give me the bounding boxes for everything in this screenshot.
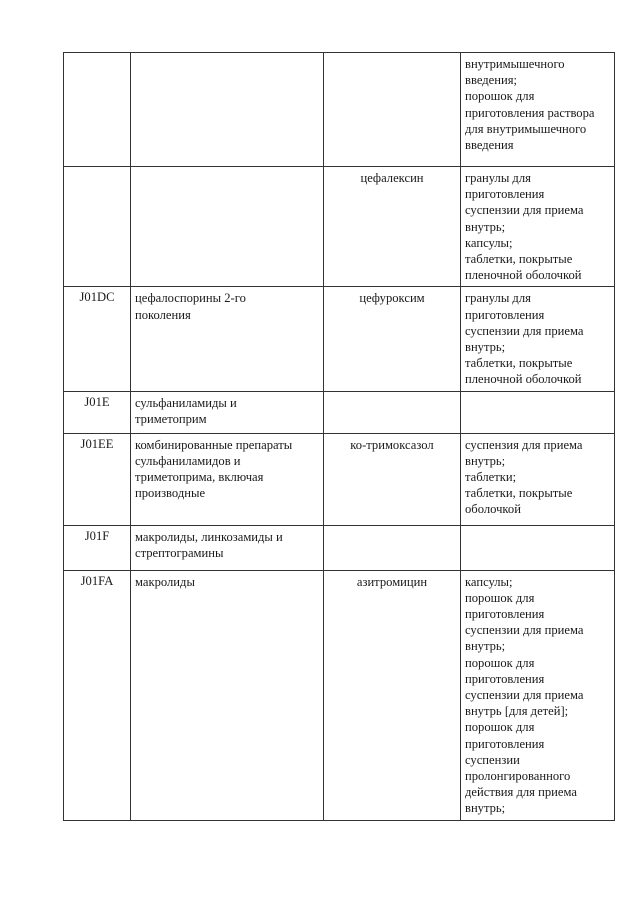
forms-line: оболочкой: [465, 502, 521, 517]
group-line: сульфаниламидов и: [135, 453, 241, 468]
forms-line: порошок для: [465, 720, 535, 735]
forms-line: внутрь;: [465, 639, 506, 654]
table-row: [64, 167, 615, 287]
forms-line: внутримышечного: [465, 57, 565, 71]
dosage-forms-cell: [461, 287, 615, 391]
group-line: стрептограмины: [135, 545, 224, 560]
atc-code-cell: J01F: [64, 525, 131, 570]
group-line: макролиды, линкозамиды и: [135, 529, 283, 544]
group-line: сульфаниламиды и: [135, 395, 237, 410]
group-name-cell: [131, 433, 324, 525]
forms-line: приготовления: [465, 607, 545, 622]
group-line: поколения: [135, 307, 191, 322]
atc-code-cell: J01DC: [64, 287, 131, 391]
table-row: [64, 433, 615, 525]
dosage-forms-cell: [461, 391, 615, 433]
atc-code-cell: [64, 53, 131, 167]
drug-name-cell: цефуроксим: [324, 287, 461, 391]
forms-line: суспензии: [465, 752, 520, 767]
forms-line: суспензии для приема: [465, 688, 584, 703]
forms-line: суспензии для приема: [465, 203, 584, 218]
group-name-cell: [131, 167, 324, 287]
group-name-cell: [131, 391, 324, 433]
table-body: [64, 53, 615, 821]
forms-line: внутрь;: [465, 453, 506, 468]
group-line: комбинированные препараты: [135, 437, 293, 452]
forms-line: суспензии для приема: [465, 323, 584, 338]
dosage-forms-cell: [461, 53, 615, 167]
forms-line: капсулы;: [465, 235, 513, 250]
forms-line: таблетки, покрытые: [465, 252, 573, 267]
atc-code-cell: J01EE: [64, 433, 131, 525]
table-row: [64, 287, 615, 391]
dosage-forms-cell: [461, 570, 615, 820]
forms-line: введения: [465, 138, 514, 153]
group-name-cell: [131, 53, 324, 167]
forms-line: введения;: [465, 73, 518, 88]
forms-line: суспензия для приема: [465, 437, 583, 452]
table-row: [64, 391, 615, 433]
forms-line: приготовления: [465, 187, 545, 202]
drug-name-cell: [324, 53, 461, 167]
forms-line: гранулы для: [465, 291, 531, 306]
atc-code-cell: J01E: [64, 391, 131, 433]
drug-name-cell: [324, 391, 461, 433]
table-row: [64, 525, 615, 570]
table-row: [64, 570, 615, 820]
forms-line: порошок для: [465, 590, 535, 605]
group-name-cell: [131, 570, 324, 820]
forms-line: внутрь;: [465, 340, 506, 355]
group-line: макролиды: [135, 574, 195, 589]
drug-name-cell: азитромицин: [324, 570, 461, 820]
forms-line: пленочной оболочкой: [465, 372, 582, 387]
atc-code-cell: [64, 167, 131, 287]
group-name-cell: [131, 525, 324, 570]
drug-name-cell: цефалексин: [324, 167, 461, 287]
drug-name-cell: ко-тримоксазол: [324, 433, 461, 525]
forms-line: гранулы для: [465, 171, 531, 185]
forms-line: для внутримышечного: [465, 121, 587, 136]
forms-line: суспензии для приема: [465, 623, 584, 638]
dosage-forms-cell: [461, 433, 615, 525]
atc-code-cell: J01FA: [64, 570, 131, 820]
forms-line: порошок для: [465, 89, 535, 104]
forms-line: внутрь;: [465, 219, 506, 234]
forms-line: таблетки, покрытые: [465, 486, 573, 501]
dosage-forms-cell: [461, 167, 615, 287]
forms-line: пленочной оболочкой: [465, 268, 582, 283]
forms-line: действия для приема: [465, 785, 577, 800]
forms-line: внутрь;: [465, 801, 506, 816]
forms-line: приготовления: [465, 671, 545, 686]
forms-line: внутрь [для детей];: [465, 704, 569, 719]
drug-table: [63, 52, 615, 821]
group-line: цефалоспорины 2-го: [135, 291, 246, 306]
forms-line: приготовления: [465, 736, 545, 751]
forms-line: порошок для: [465, 655, 535, 670]
dosage-forms-cell: [461, 525, 615, 570]
forms-line: таблетки;: [465, 470, 517, 485]
forms-line: приготовления: [465, 307, 545, 322]
group-name-cell: [131, 287, 324, 391]
group-line: триметоприм: [135, 411, 207, 426]
forms-line: приготовления раствора: [465, 105, 595, 120]
group-line: производные: [135, 486, 206, 501]
forms-line: пролонгированного: [465, 769, 571, 784]
group-line: триметоприма, включая: [135, 470, 264, 485]
table-row: [64, 53, 615, 167]
drug-name-cell: [324, 525, 461, 570]
forms-line: таблетки, покрытые: [465, 356, 573, 371]
forms-line: капсулы;: [465, 574, 513, 589]
